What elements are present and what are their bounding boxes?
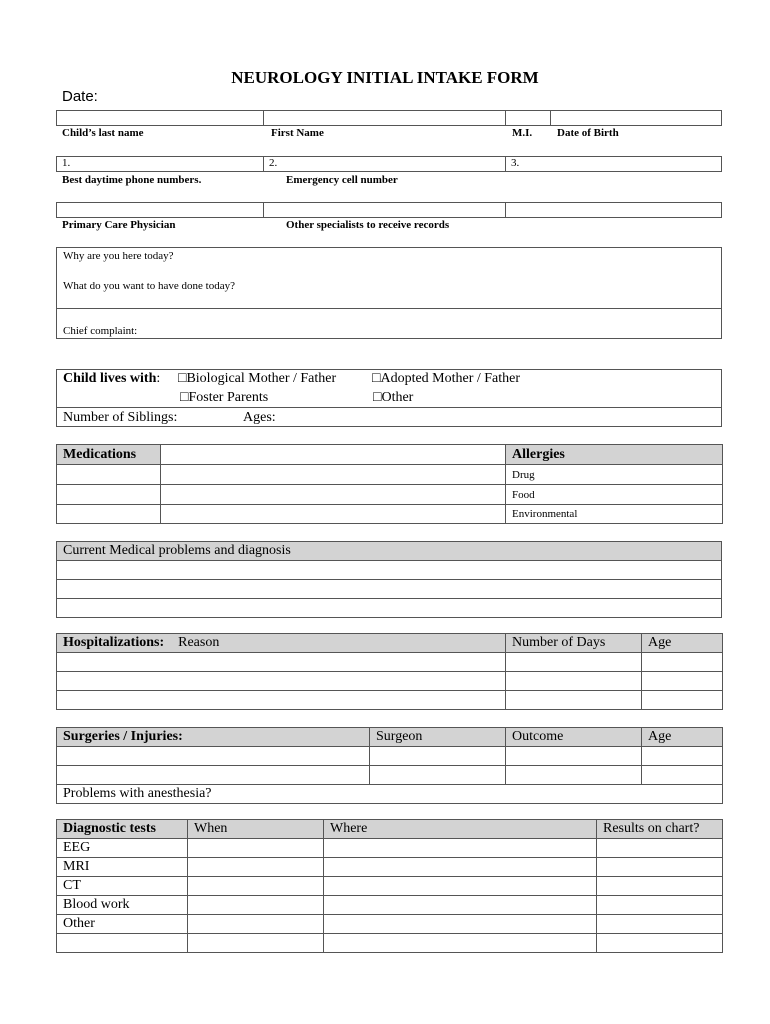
ages-label: Ages: <box>243 410 276 425</box>
medical-problem-row[interactable] <box>57 580 722 599</box>
surgery-cell[interactable] <box>506 766 642 785</box>
hosp-cell[interactable] <box>57 691 506 710</box>
test-cell[interactable] <box>188 896 324 915</box>
diagnostics-header: Diagnostic tests <box>57 820 188 839</box>
hosp-cell[interactable] <box>506 691 642 710</box>
option-foster[interactable]: □Foster Parents <box>180 390 269 405</box>
phone-1-field[interactable] <box>56 156 264 172</box>
child-last-name-field[interactable] <box>56 110 264 126</box>
phone-2-field[interactable] <box>263 156 506 172</box>
medications-header: Medications <box>57 445 161 465</box>
hosp-cell[interactable] <box>506 672 642 691</box>
medications-cell[interactable] <box>161 445 506 465</box>
hosp-age-header: Age <box>642 634 723 653</box>
best-daytime-label: Best daytime phone numbers. <box>62 174 202 186</box>
surgery-cell[interactable] <box>642 747 723 766</box>
surgery-cell[interactable] <box>57 766 370 785</box>
hosp-cell[interactable] <box>57 653 506 672</box>
medical-problems-table <box>56 541 722 618</box>
primary-physician-label: Primary Care Physician <box>62 219 176 231</box>
hosp-cell[interactable] <box>57 672 506 691</box>
phone-3-field[interactable] <box>505 156 722 172</box>
mi-label: M.I. <box>512 127 533 139</box>
anesthesia-label[interactable]: Problems with anesthesia? <box>57 785 723 804</box>
child-last-name-label: Child’s last name <box>62 127 144 139</box>
hospitalizations-header-cell <box>57 634 506 653</box>
lives-with-label: Child lives with <box>63 371 157 386</box>
surgery-cell[interactable] <box>57 747 370 766</box>
specialists-field[interactable] <box>263 202 506 218</box>
allergies-header: Allergies <box>506 445 723 465</box>
hosp-cell[interactable] <box>642 691 723 710</box>
form-title: NEUROLOGY INITIAL INTAKE FORM <box>231 68 539 87</box>
medication-cell[interactable] <box>57 505 161 524</box>
lives-with-colon: : <box>156 371 161 386</box>
test-cell[interactable] <box>597 839 723 858</box>
test-mri: MRI <box>57 858 188 877</box>
test-ct: CT <box>57 877 188 896</box>
test-other: Other <box>57 915 188 934</box>
specialists-field-2[interactable] <box>505 202 722 218</box>
what-done-label: What do you want to have done today? <box>63 280 235 292</box>
primary-physician-field[interactable] <box>56 202 264 218</box>
allergy-environmental[interactable]: Environmental <box>506 505 723 524</box>
test-blood-work: Blood work <box>57 896 188 915</box>
outcome-header: Outcome <box>506 728 642 747</box>
days-header: Number of Days <box>506 634 642 653</box>
surgery-cell[interactable] <box>370 766 506 785</box>
test-cell[interactable] <box>324 915 597 934</box>
test-cell[interactable] <box>188 858 324 877</box>
hospitalizations-table <box>56 633 723 710</box>
test-eeg: EEG <box>57 839 188 858</box>
household-divider <box>56 407 722 408</box>
test-cell[interactable] <box>324 896 597 915</box>
test-cell[interactable] <box>188 877 324 896</box>
medication-cell[interactable] <box>161 485 506 505</box>
medical-problem-row[interactable] <box>57 599 722 618</box>
test-cell[interactable] <box>188 934 324 953</box>
lives-with-row <box>63 371 160 387</box>
surgery-cell[interactable] <box>506 747 642 766</box>
hosp-cell[interactable] <box>506 653 642 672</box>
test-cell[interactable] <box>597 858 723 877</box>
when-header: When <box>188 820 324 839</box>
siblings-label: Number of Siblings: <box>63 410 178 425</box>
surgeries-table <box>56 727 723 804</box>
test-cell[interactable] <box>324 877 597 896</box>
results-header: Results on chart? <box>597 820 723 839</box>
surgery-age-header: Age <box>642 728 723 747</box>
allergy-drug[interactable]: Drug <box>506 465 723 485</box>
option-adopted[interactable]: □Adopted Mother / Father <box>372 371 521 386</box>
option-other[interactable]: □Other <box>373 390 414 405</box>
visit-divider <box>56 308 722 309</box>
medical-problems-header: Current Medical problems and diagnosis <box>57 542 722 561</box>
specialists-label: Other specialists to receive records <box>286 219 450 231</box>
option-biological[interactable]: □Biological Mother / Father <box>178 371 337 386</box>
surgeries-header: Surgeries / Injuries: <box>57 728 370 747</box>
phone-1-number: 1. <box>62 157 71 169</box>
test-cell[interactable] <box>324 934 597 953</box>
reason-header: Reason <box>178 635 220 650</box>
test-cell[interactable] <box>597 877 723 896</box>
medication-cell[interactable] <box>57 485 161 505</box>
first-name-label: First Name <box>271 127 324 139</box>
medical-problem-row[interactable] <box>57 561 722 580</box>
medication-cell[interactable] <box>57 465 161 485</box>
phone-3-number: 3. <box>511 157 520 169</box>
date-label: Date: <box>62 88 98 105</box>
phone-2-number: 2. <box>269 157 278 169</box>
test-cell[interactable] <box>597 896 723 915</box>
hospitalizations-header: Hospitalizations: <box>63 635 165 650</box>
medication-cell[interactable] <box>161 465 506 485</box>
hosp-cell[interactable] <box>642 672 723 691</box>
where-header: Where <box>324 820 597 839</box>
chief-complaint-label: Chief complaint: <box>63 325 138 337</box>
test-cell[interactable] <box>188 915 324 934</box>
mi-field[interactable] <box>505 110 551 126</box>
dob-label: Date of Birth <box>557 127 619 139</box>
hosp-cell[interactable] <box>642 653 723 672</box>
test-blank[interactable] <box>57 934 188 953</box>
diagnostics-table <box>56 819 723 953</box>
test-cell[interactable] <box>188 839 324 858</box>
dob-field[interactable] <box>550 110 722 126</box>
test-cell[interactable] <box>324 858 597 877</box>
surgery-cell[interactable] <box>642 766 723 785</box>
test-cell[interactable] <box>324 839 597 858</box>
medications-table <box>56 444 723 524</box>
allergy-food[interactable]: Food <box>506 485 723 505</box>
surgery-cell[interactable] <box>370 747 506 766</box>
medication-cell[interactable] <box>161 505 506 524</box>
test-cell[interactable] <box>597 934 723 953</box>
emergency-cell-label: Emergency cell number <box>286 174 398 186</box>
first-name-field[interactable] <box>263 110 506 126</box>
surgeon-header: Surgeon <box>370 728 506 747</box>
why-here-label: Why are you here today? <box>63 250 174 262</box>
test-cell[interactable] <box>597 915 723 934</box>
